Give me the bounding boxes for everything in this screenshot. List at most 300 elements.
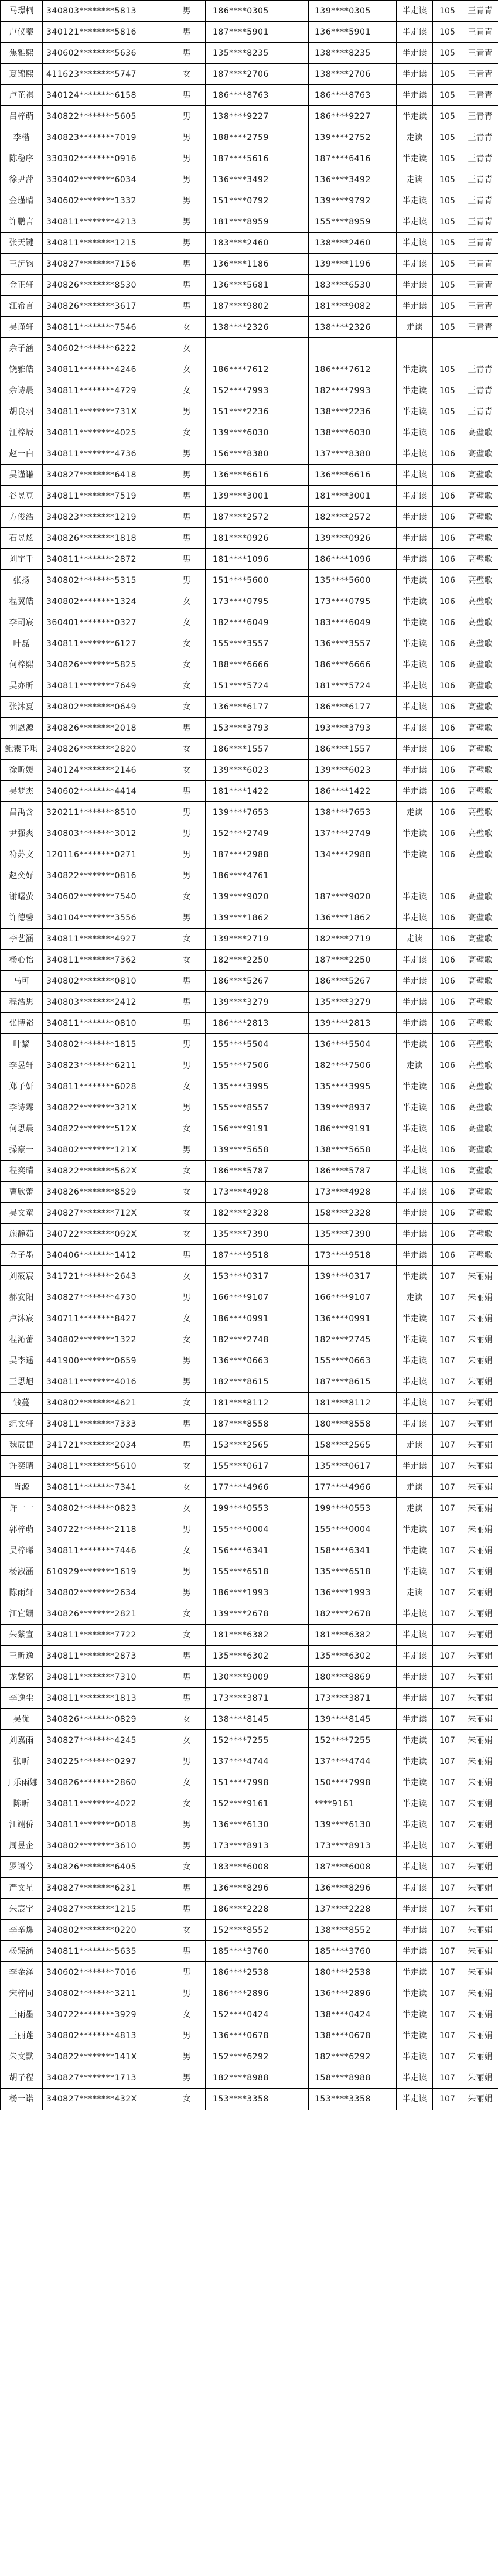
table-row [1, 1540, 498, 1561]
table-row [1, 1161, 498, 1182]
student-name-cell: 卢仪蓁 [1, 22, 43, 43]
student-name-cell: 刘宇千 [1, 549, 43, 570]
table-row [1, 1182, 498, 1203]
student-id-number-cell: 340802********3211 [43, 1983, 168, 2004]
student-name-cell: 余诗晨 [1, 380, 43, 401]
student-gender-cell: 女 [168, 1118, 206, 1139]
parent-phone-cell: 182****8615 [206, 1371, 309, 1393]
class-number-cell: 107 [433, 1498, 462, 1519]
boarding-type-cell: 半走读 [397, 275, 433, 296]
student-gender-cell: 男 [168, 865, 206, 886]
teacher-name-cell: 朱丽娟 [462, 1561, 498, 1582]
parent-phone-cell: 152****7255 [206, 1730, 309, 1751]
teacher-name-cell: 高璧歌 [462, 612, 498, 633]
student-name-cell: 江翊侨 [1, 1814, 43, 1835]
table-row [1, 169, 498, 190]
student-id-number-cell: 340602********7016 [43, 1962, 168, 1983]
student-name-cell: 程奕晴 [1, 1161, 43, 1182]
student-id-number-cell: 340811********4246 [43, 359, 168, 380]
table-row [1, 1245, 498, 1266]
parent-phone-cell: 186****2228 [206, 1899, 309, 1920]
class-number-cell: 107 [433, 1456, 462, 1477]
student-gender-cell: 男 [168, 528, 206, 549]
boarding-type-cell: 半走读 [397, 1835, 433, 1857]
guardian-phone-cell: 180****8869 [309, 1667, 397, 1688]
student-id-number-cell: 340802********0649 [43, 697, 168, 718]
student-id-number-cell: 340802********5315 [43, 570, 168, 591]
student-id-number-cell: 340811********7310 [43, 1667, 168, 1688]
parent-phone-cell: 138****8145 [206, 1709, 309, 1730]
class-number-cell: 105 [433, 401, 462, 422]
teacher-name-cell: 朱丽娟 [462, 1582, 498, 1603]
boarding-type-cell: 半走读 [397, 760, 433, 781]
student-gender-cell: 女 [168, 2089, 206, 2110]
student-name-cell: 李诗霖 [1, 1097, 43, 1118]
student-id-number-cell: 340722********092X [43, 1224, 168, 1245]
guardian-phone-cell: 182****6292 [309, 2046, 397, 2067]
student-gender-cell: 男 [168, 2025, 206, 2046]
student-name-cell: 龙馨铭 [1, 1667, 43, 1688]
table-row [1, 570, 498, 591]
student-gender-cell: 男 [168, 1034, 206, 1055]
boarding-type-cell: 半走读 [397, 1414, 433, 1435]
student-id-number-cell: 340811********6127 [43, 633, 168, 654]
student-gender-cell: 女 [168, 422, 206, 443]
guardian-phone-cell: 136****6616 [309, 465, 397, 486]
table-row [1, 929, 498, 950]
student-id-number-cell: 340823********7019 [43, 127, 168, 148]
guardian-phone-cell: 153****3358 [309, 2089, 397, 2110]
parent-phone-cell: 139****2719 [206, 929, 309, 950]
guardian-phone-cell: 182****7506 [309, 1055, 397, 1076]
boarding-type-cell: 走读 [397, 1477, 433, 1498]
student-gender-cell: 男 [168, 443, 206, 465]
table-row [1, 528, 498, 549]
student-gender-cell: 男 [168, 254, 206, 275]
student-gender-cell: 女 [168, 338, 206, 359]
boarding-type-cell: 半走读 [397, 612, 433, 633]
student-gender-cell: 女 [168, 380, 206, 401]
student-gender-cell: 女 [168, 675, 206, 697]
class-number-cell: 106 [433, 654, 462, 675]
student-name-cell: 焦雅熙 [1, 43, 43, 64]
student-id-number-cell: 340811********7333 [43, 1414, 168, 1435]
student-id-number-cell: 340827********1713 [43, 2067, 168, 2089]
student-name-cell: 赵奕好 [1, 865, 43, 886]
student-name-cell: 杨淑涵 [1, 1561, 43, 1582]
class-number-cell: 106 [433, 1055, 462, 1076]
class-number-cell: 107 [433, 1688, 462, 1709]
teacher-name-cell: 朱丽娟 [462, 1435, 498, 1456]
student-gender-cell: 男 [168, 1414, 206, 1435]
table-row [1, 1203, 498, 1224]
class-number-cell: 107 [433, 1751, 462, 1772]
teacher-name-cell: 高璧歌 [462, 1203, 498, 1224]
teacher-name-cell: 高璧歌 [462, 718, 498, 739]
teacher-name-cell [462, 865, 498, 886]
table-row [1, 296, 498, 317]
class-number-cell: 105 [433, 169, 462, 190]
class-number-cell: 106 [433, 886, 462, 907]
teacher-name-cell: 朱丽娟 [462, 1709, 498, 1730]
student-id-number-cell: 340826********2860 [43, 1772, 168, 1793]
student-id-number-cell: 340827********6231 [43, 1878, 168, 1899]
teacher-name-cell: 高璧歌 [462, 570, 498, 591]
parent-phone-cell: 156****9191 [206, 1118, 309, 1139]
teacher-name-cell: 朱丽娟 [462, 1308, 498, 1329]
student-id-number-cell: 340826********1818 [43, 528, 168, 549]
parent-phone-cell: 187****2988 [206, 844, 309, 865]
boarding-type-cell: 半走读 [397, 1034, 433, 1055]
student-id-number-cell: 340602********4414 [43, 781, 168, 802]
class-number-cell: 105 [433, 317, 462, 338]
table-row [1, 886, 498, 907]
student-name-cell: 张天键 [1, 233, 43, 254]
student-id-number-cell: 340811********6028 [43, 1076, 168, 1097]
student-gender-cell: 男 [168, 1561, 206, 1582]
class-number-cell: 106 [433, 443, 462, 465]
student-id-number-cell: 340811********5610 [43, 1456, 168, 1477]
boarding-type-cell: 半走读 [397, 1224, 433, 1245]
teacher-name-cell: 朱丽娟 [462, 1519, 498, 1540]
teacher-name-cell: 王青青 [462, 169, 498, 190]
teacher-name-cell: 高璧歌 [462, 549, 498, 570]
table-row [1, 1582, 498, 1603]
student-name-cell: 赵一白 [1, 443, 43, 465]
parent-phone-cell: 139****2678 [206, 1603, 309, 1625]
student-id-number-cell: 340802********1324 [43, 591, 168, 612]
class-number-cell: 106 [433, 823, 462, 844]
parent-phone-cell: 152****0424 [206, 2004, 309, 2025]
student-name-cell: 钱蔓 [1, 1393, 43, 1414]
teacher-name-cell: 朱丽娟 [462, 1730, 498, 1751]
class-number-cell: 106 [433, 422, 462, 443]
class-number-cell: 106 [433, 675, 462, 697]
guardian-phone-cell: 135****3279 [309, 992, 397, 1013]
class-number-cell: 107 [433, 1540, 462, 1561]
guardian-phone-cell: 150****7998 [309, 1772, 397, 1793]
table-row [1, 443, 498, 465]
student-gender-cell: 男 [168, 22, 206, 43]
guardian-phone-cell: 136****5901 [309, 22, 397, 43]
student-name-cell: 曹欣蕾 [1, 1182, 43, 1203]
student-id-number-cell: 340811********1215 [43, 233, 168, 254]
table-row [1, 1730, 498, 1751]
student-name-cell: 李司宸 [1, 612, 43, 633]
class-number-cell: 107 [433, 1667, 462, 1688]
boarding-type-cell: 半走读 [397, 1920, 433, 1941]
guardian-phone-cell: 135****6518 [309, 1561, 397, 1582]
teacher-name-cell: 王青青 [462, 64, 498, 85]
student-name-cell: 魏辰捷 [1, 1435, 43, 1456]
table-row [1, 1962, 498, 1983]
teacher-name-cell: 高璧歌 [462, 528, 498, 549]
parent-phone-cell: 183****6008 [206, 1857, 309, 1878]
student-id-number-cell: 340826********8530 [43, 275, 168, 296]
guardian-phone-cell: 135****6302 [309, 1646, 397, 1667]
guardian-phone-cell: 180****2538 [309, 1962, 397, 1983]
guardian-phone-cell: 187****6416 [309, 148, 397, 169]
student-gender-cell: 女 [168, 1772, 206, 1793]
teacher-name-cell: 高璧歌 [462, 1118, 498, 1139]
guardian-phone-cell: 181****5724 [309, 675, 397, 697]
student-name-cell: 朱文默 [1, 2046, 43, 2067]
student-name-cell: 程沁蕾 [1, 1329, 43, 1350]
parent-phone-cell: 137****4744 [206, 1751, 309, 1772]
class-number-cell: 107 [433, 1561, 462, 1582]
guardian-phone-cell: 139****9792 [309, 190, 397, 211]
student-name-cell: 吴优 [1, 1709, 43, 1730]
class-number-cell: 107 [433, 1519, 462, 1540]
teacher-name-cell: 高璧歌 [462, 486, 498, 507]
boarding-type-cell: 走读 [397, 929, 433, 950]
student-name-cell: 周昱企 [1, 1835, 43, 1857]
parent-phone-cell: 136****5681 [206, 275, 309, 296]
parent-phone-cell: 151****7998 [206, 1772, 309, 1793]
student-name-cell: 纪文轩 [1, 1414, 43, 1435]
guardian-phone-cell: 136****1993 [309, 1582, 397, 1603]
parent-phone-cell: 135****6302 [206, 1646, 309, 1667]
student-gender-cell: 男 [168, 169, 206, 190]
guardian-phone-cell: 136****3492 [309, 169, 397, 190]
class-number-cell: 105 [433, 1, 462, 22]
guardian-phone-cell: 139****6130 [309, 1814, 397, 1835]
parent-phone-cell: 155****0004 [206, 1519, 309, 1540]
parent-phone-cell: 139****6030 [206, 422, 309, 443]
class-number-cell: 107 [433, 1709, 462, 1730]
student-name-cell: 杨一诺 [1, 2089, 43, 2110]
parent-phone-cell: 181****6382 [206, 1625, 309, 1646]
class-number-cell: 106 [433, 1013, 462, 1034]
teacher-name-cell: 朱丽娟 [462, 1287, 498, 1308]
table-row [1, 465, 498, 486]
boarding-type-cell: 半走读 [397, 675, 433, 697]
table-row [1, 2004, 498, 2025]
parent-phone-cell: 186****2538 [206, 1962, 309, 1983]
student-id-number-cell: 340121********5816 [43, 22, 168, 43]
teacher-name-cell: 王青青 [462, 380, 498, 401]
boarding-type-cell: 半走读 [397, 211, 433, 233]
parent-phone-cell: 187****2572 [206, 507, 309, 528]
table-row [1, 1561, 498, 1582]
student-id-number-cell: 340124********6158 [43, 85, 168, 106]
class-number-cell: 105 [433, 380, 462, 401]
student-name-cell: 严文星 [1, 1878, 43, 1899]
student-name-cell: 鲍素予琪 [1, 739, 43, 760]
student-gender-cell: 男 [168, 2046, 206, 2067]
student-gender-cell: 男 [168, 211, 206, 233]
class-number-cell: 106 [433, 802, 462, 823]
boarding-type-cell: 半走读 [397, 1, 433, 22]
parent-phone-cell: 139****5658 [206, 1139, 309, 1161]
boarding-type-cell [397, 865, 433, 886]
guardian-phone-cell: 158****6341 [309, 1540, 397, 1561]
boarding-type-cell: 半走读 [397, 2004, 433, 2025]
guardian-phone-cell [309, 338, 397, 359]
boarding-type-cell: 半走读 [397, 992, 433, 1013]
teacher-name-cell: 王青青 [462, 233, 498, 254]
boarding-type-cell: 走读 [397, 1498, 433, 1519]
class-number-cell: 106 [433, 929, 462, 950]
teacher-name-cell: 朱丽娟 [462, 1688, 498, 1709]
parent-phone-cell: 186****1993 [206, 1582, 309, 1603]
class-number-cell: 107 [433, 2089, 462, 2110]
student-gender-cell: 女 [168, 1540, 206, 1561]
guardian-phone-cell: 187****6008 [309, 1857, 397, 1878]
boarding-type-cell: 半走读 [397, 1139, 433, 1161]
boarding-type-cell: 半走读 [397, 781, 433, 802]
student-gender-cell: 女 [168, 64, 206, 85]
student-name-cell: 李辛烁 [1, 1920, 43, 1941]
table-row [1, 380, 498, 401]
student-gender-cell: 女 [168, 1076, 206, 1097]
student-name-cell: 徐昕媛 [1, 760, 43, 781]
table-row [1, 1350, 498, 1371]
student-id-number-cell: 340823********1219 [43, 507, 168, 528]
teacher-name-cell: 朱丽娟 [462, 1350, 498, 1371]
boarding-type-cell: 半走读 [397, 1625, 433, 1646]
boarding-type-cell: 半走读 [397, 739, 433, 760]
table-row [1, 22, 498, 43]
student-gender-cell: 女 [168, 929, 206, 950]
student-id-number-cell: 340406********1412 [43, 1245, 168, 1266]
teacher-name-cell: 高璧歌 [462, 633, 498, 654]
student-id-number-cell: 340826********0829 [43, 1709, 168, 1730]
class-number-cell: 106 [433, 971, 462, 992]
table-row [1, 1329, 498, 1350]
table-row [1, 1814, 498, 1835]
guardian-phone-cell: 139****6023 [309, 760, 397, 781]
table-row [1, 739, 498, 760]
boarding-type-cell: 半走读 [397, 1245, 433, 1266]
student-name-cell: 金子墨 [1, 1245, 43, 1266]
table-row [1, 1709, 498, 1730]
table-row [1, 1625, 498, 1646]
student-name-cell: 杨臻涵 [1, 1941, 43, 1962]
boarding-type-cell: 半走读 [397, 1013, 433, 1034]
teacher-name-cell: 朱丽娟 [462, 1603, 498, 1625]
parent-phone-cell: 166****9107 [206, 1287, 309, 1308]
student-id-number-cell: 340827********4730 [43, 1287, 168, 1308]
guardian-phone-cell: 139****0317 [309, 1266, 397, 1287]
table-row [1, 1477, 498, 1498]
student-name-cell: 夏锦熙 [1, 64, 43, 85]
class-number-cell: 106 [433, 1245, 462, 1266]
teacher-name-cell: 朱丽娟 [462, 1646, 498, 1667]
teacher-name-cell: 高璧歌 [462, 1182, 498, 1203]
class-number-cell: 106 [433, 633, 462, 654]
parent-phone-cell: 182****6049 [206, 612, 309, 633]
student-name-cell: 徐尹萍 [1, 169, 43, 190]
table-row [1, 1603, 498, 1625]
student-name-cell: 余子涵 [1, 338, 43, 359]
table-row [1, 1519, 498, 1540]
table-row [1, 1772, 498, 1793]
table-row [1, 950, 498, 971]
boarding-type-cell: 半走读 [397, 1308, 433, 1329]
class-number-cell: 106 [433, 1161, 462, 1182]
student-gender-cell: 男 [168, 1371, 206, 1393]
teacher-name-cell: 朱丽娟 [462, 2025, 498, 2046]
class-number-cell: 107 [433, 1603, 462, 1625]
boarding-type-cell: 半走读 [397, 886, 433, 907]
table-row [1, 633, 498, 654]
teacher-name-cell: 王青青 [462, 22, 498, 43]
boarding-type-cell: 半走读 [397, 697, 433, 718]
table-row [1, 422, 498, 443]
teacher-name-cell: 朱丽娟 [462, 1772, 498, 1793]
class-number-cell: 106 [433, 465, 462, 486]
table-row [1, 654, 498, 675]
class-number-cell: 107 [433, 1835, 462, 1857]
student-id-number-cell: 340802********3610 [43, 1835, 168, 1857]
teacher-name-cell: 高璧歌 [462, 886, 498, 907]
parent-phone-cell: 173****8913 [206, 1835, 309, 1857]
student-gender-cell: 男 [168, 1941, 206, 1962]
parent-phone-cell: 153****3358 [206, 2089, 309, 2110]
parent-phone-cell: 186****2896 [206, 1983, 309, 2004]
student-name-cell: 郭梓萌 [1, 1519, 43, 1540]
guardian-phone-cell: 136****0991 [309, 1308, 397, 1329]
student-gender-cell: 男 [168, 465, 206, 486]
student-name-cell: 程翼皓 [1, 591, 43, 612]
parent-phone-cell: 153****2565 [206, 1435, 309, 1456]
boarding-type-cell: 半走读 [397, 591, 433, 612]
student-name-cell: 刘恩源 [1, 718, 43, 739]
student-name-cell: 吴谨轩 [1, 317, 43, 338]
student-id-number-cell: 340826********2820 [43, 739, 168, 760]
student-gender-cell: 男 [168, 1055, 206, 1076]
student-gender-cell: 女 [168, 1857, 206, 1878]
parent-phone-cell: 187****5901 [206, 22, 309, 43]
guardian-phone-cell: 173****0795 [309, 591, 397, 612]
boarding-type-cell: 半走读 [397, 1350, 433, 1371]
student-name-cell: 朱宸宇 [1, 1899, 43, 1920]
teacher-name-cell: 朱丽娟 [462, 1899, 498, 1920]
class-number-cell: 106 [433, 1034, 462, 1055]
student-gender-cell: 男 [168, 992, 206, 1013]
student-name-cell: 许一一 [1, 1498, 43, 1519]
student-gender-cell: 男 [168, 401, 206, 422]
table-row [1, 1055, 498, 1076]
guardian-phone-cell: 187****9020 [309, 886, 397, 907]
class-number-cell: 105 [433, 106, 462, 127]
parent-phone-cell: 152****2749 [206, 823, 309, 844]
student-name-cell: 王沅钧 [1, 254, 43, 275]
student-gender-cell: 女 [168, 1182, 206, 1203]
teacher-name-cell: 高璧歌 [462, 1076, 498, 1097]
student-gender-cell: 女 [168, 1603, 206, 1625]
table-row [1, 1899, 498, 1920]
table-row [1, 760, 498, 781]
guardian-phone-cell: 134****2988 [309, 844, 397, 865]
parent-phone-cell: 186****0305 [206, 1, 309, 22]
parent-phone-cell: 187****9518 [206, 1245, 309, 1266]
boarding-type-cell: 半走读 [397, 1730, 433, 1751]
teacher-name-cell: 高璧歌 [462, 443, 498, 465]
student-name-cell: 郝安阳 [1, 1287, 43, 1308]
student-id-number-cell: 340811********7341 [43, 1477, 168, 1498]
student-id-number-cell: 340811********2873 [43, 1646, 168, 1667]
guardian-phone-cell: 139****1196 [309, 254, 397, 275]
student-id-number-cell: 340811********4022 [43, 1793, 168, 1814]
table-row [1, 802, 498, 823]
teacher-name-cell: 高璧歌 [462, 465, 498, 486]
boarding-type-cell: 半走读 [397, 1793, 433, 1814]
guardian-phone-cell: 155****0004 [309, 1519, 397, 1540]
guardian-phone-cell: 186****1557 [309, 739, 397, 760]
student-gender-cell: 男 [168, 2067, 206, 2089]
